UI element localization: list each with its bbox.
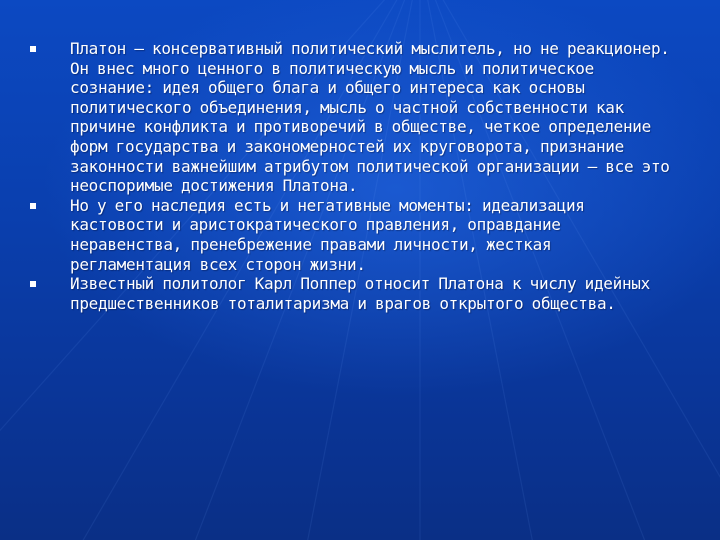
bullet-square-icon — [30, 203, 36, 209]
bullet-text: Платон – консервативный политический мыслитель, но не реакционер. Он внес много ценного в политическую мысль и политическое сознание: идея общего блага и общего интереса как основы политического объединения, мысль о частной собственности как причине конфликта и противоречий в обществе, четкое определение форм государства и закономерностей их круговорота, признание законности важнейшим атрибутом политической организации – все это неоспоримые достижения Платона. — [70, 39, 670, 196]
bullet-list — [30, 39, 670, 313]
bullet-text: Известный политолог Карл Поппер относит Платона к числу идейных предшественников тоталитаризма и врагов открытого общества. — [70, 274, 650, 313]
bullet-item-2 — [30, 196, 670, 274]
bullet-text: Но у его наследия есть и негативные моменты: идеализация кастовости и аристократического правления, оправдание неравенства, пренебрежение правами личности, жесткая регламентация всех сторон жизни. — [70, 195, 585, 274]
bullet-item-3 — [30, 274, 670, 313]
bullet-square-icon — [30, 281, 36, 287]
bullet-item-1 — [30, 39, 670, 196]
bullet-square-icon — [30, 46, 36, 52]
